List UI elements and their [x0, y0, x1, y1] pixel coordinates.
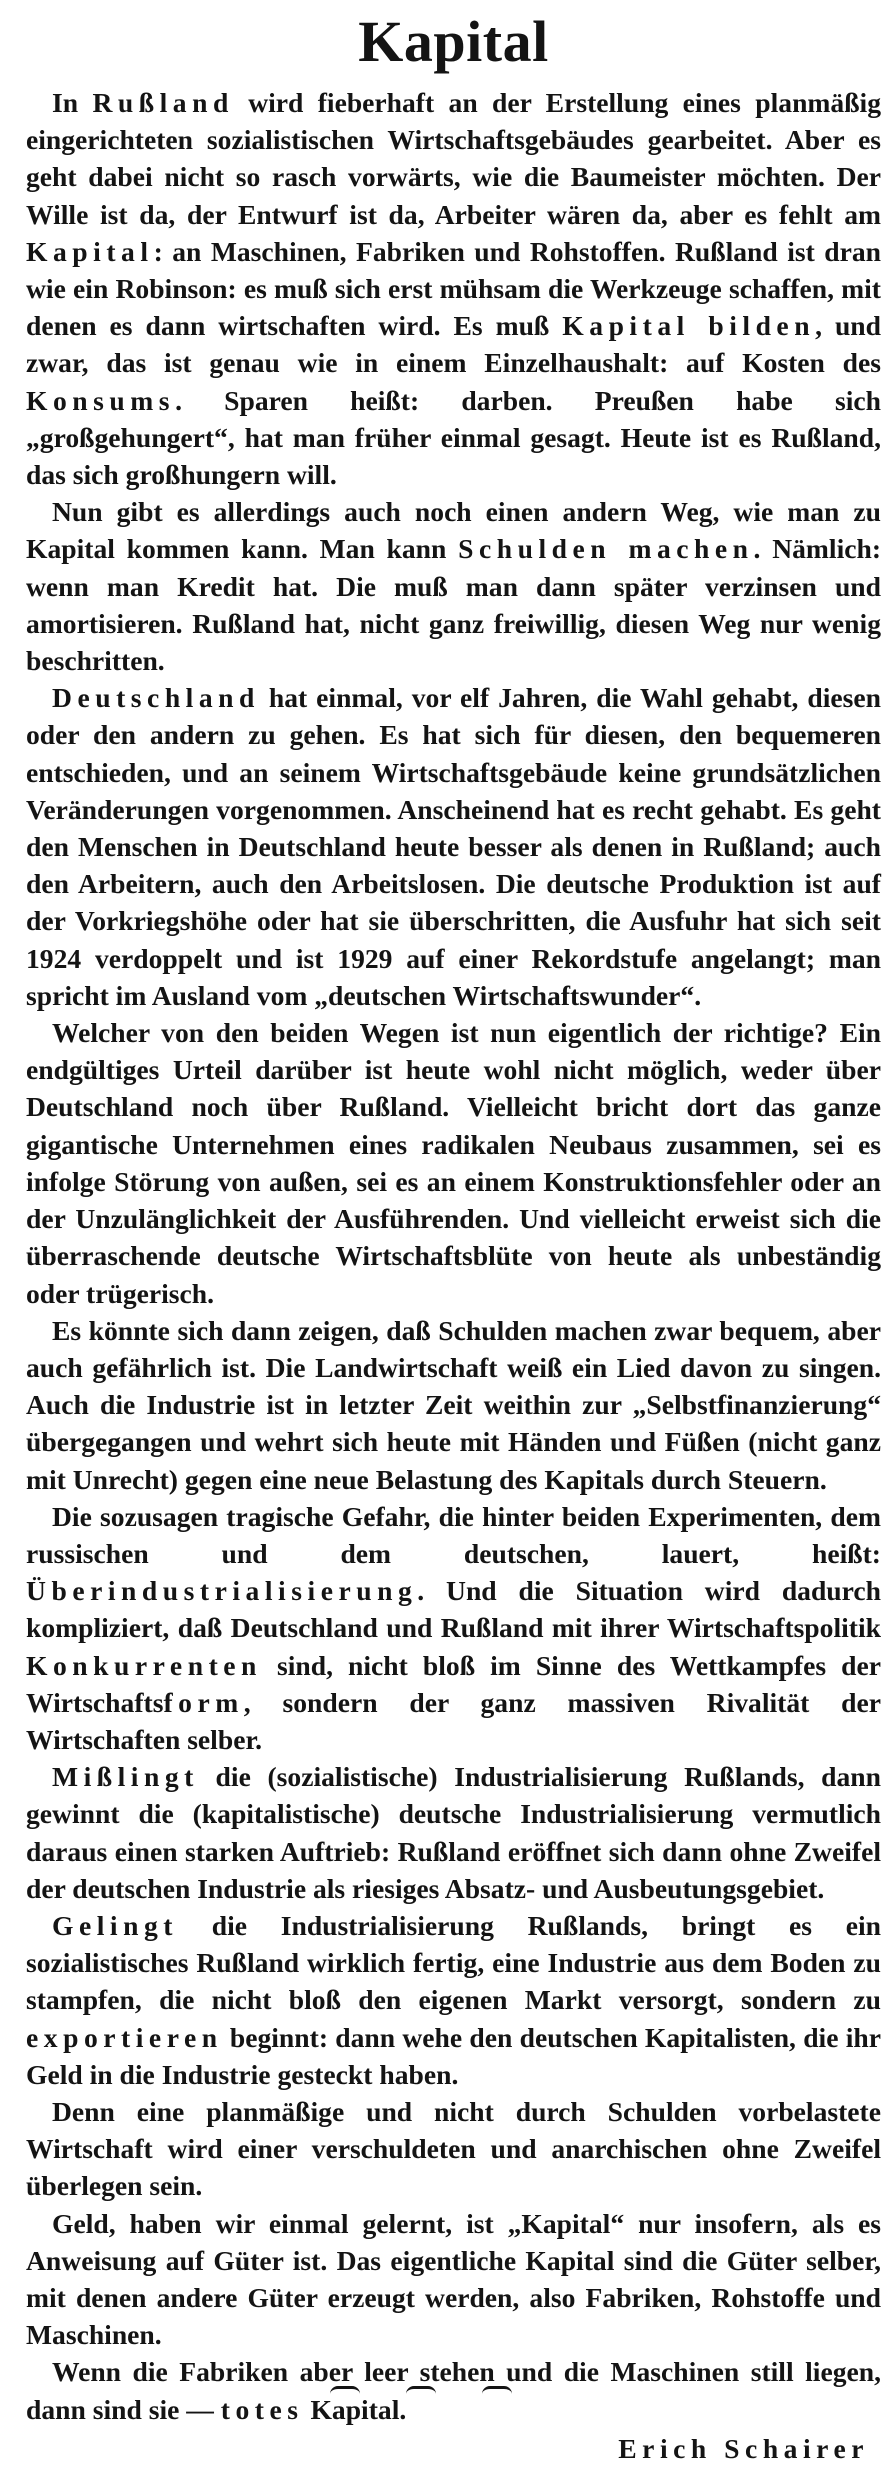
next-article-heading-fragment: [330, 2386, 590, 2400]
text-run: die (sozialistische) Industrialisierung Rußlands, dann gewinnt die (kapitalistische) deutsche Industrialisierung vermutlich daraus einen starken Auftrieb: Rußland eröffnet sich dann ohne Zweifel der deutschen Industrie als riesiges Absatz- und Ausbeutungsgebiet.: [26, 1761, 881, 1904]
text-run: Geld, haben wir einmal gelernt, ist „Kapital“ nur insofern, als es Anweisung auf Güter ist. Das eigentliche Kapital sind die Güter selber, mit denen andere Güter erzeugt werden, also Fabriken, Rohstoffe und Maschinen.: [26, 2207, 881, 2351]
text-run: Es könnte sich dann zeigen, daß Schulden machen zwar bequem, aber auch gefährlich ist. Die Landwirtschaft weiß ein Lied davon zu singen. Auch die Industrie ist in letzter Zeit weithin zur „Selbstfinanzierung“ übergegangen und wehrt sich heute mit Händen und Füßen (nicht ganz mit Unrecht) gegen eine neue Belastung des Kapitals durch Steuern.: [26, 1314, 881, 1495]
text-run: : an Maschinen, Fabriken und Rohstoffen. Rußland ist dran wie ein Robinson: es muß sich erst mühsam die Werkzeuge schaffen, mit denen es dann wirtschaften wird. Es muß: [26, 235, 881, 342]
text-run: Kapital.: [303, 2393, 407, 2425]
spaced-emphasis-text: Kapital bilden: [562, 310, 816, 342]
paragraph: [26, 2205, 881, 2354]
spaced-emphasis-text: Konsums: [26, 384, 176, 416]
spaced-emphasis-text: exportieren: [26, 2021, 223, 2053]
spaced-emphasis-text: Rußland: [92, 87, 234, 118]
spaced-emphasis-text: form: [163, 1686, 244, 1718]
text-run: , und zwar, das ist genau wie in einem Einzelhaushalt: auf Kosten des: [26, 310, 881, 379]
spaced-emphasis-text: Überindustrialisierung: [26, 1575, 418, 1607]
text-run: beginnt: dann wehe den deutschen Kapitalisten, die ihr Geld in die Industrie gesteckt haben.: [26, 2021, 881, 2090]
text-run: In: [52, 87, 93, 118]
spaced-emphasis-text: totes: [220, 2393, 304, 2425]
text-run: hat einmal, vor elf Jahren, die Wahl gehabt, diesen oder den andern zu gehen. Es hat sich für diesen, den bequemeren entschieden, und an seinem Wirtschaftsgebäude keine grundsätzlichen Veränderungen vorgenommen. Anscheinend hat es recht gehabt. Es geht den Menschen in Deutschland heute besser als denen in Rußland; auch den Arbeitern, auch den Arbeitslosen. Die deutsche Produktion ist auf der Vorkriegshöhe oder hat sie überschritten, die Ausfuhr hat sich seit 1924 verdoppelt und ist 1929 auf einer Rekordstufe angelangt; man spricht im Ausland vom „deutschen Wirtschaftswunder“.: [26, 682, 881, 1011]
paragraph: [26, 679, 881, 1014]
text-run: Denn eine planmäßige und nicht durch Schulden vorbelastete Wirtschaft wird einer verschuldeten und anarchischen ohne Zweifel überlegen sein.: [26, 2095, 881, 2202]
text-run: , sondern der ganz massiven Rivalität der Wirtschaften selber.: [26, 1686, 881, 1755]
author-signature: Erich Schairer: [618, 2432, 869, 2464]
text-run: die Industrialisierung Rußlands, bringt es ein sozialistisches Rußland wirklich fertig, eine Industrie aus dem Boden zu stampfen, die nicht bloß den eigenen Markt versorgt, sondern zu: [26, 1909, 881, 2016]
paragraph: [26, 1312, 881, 1498]
paragraph: [26, 1014, 881, 1312]
spaced-emphasis-text: Schulden machen: [458, 533, 754, 565]
text-run: . Und die Situation wird dadurch kompliziert, daß Deutschland und Rußland mit ihrer Wirtschaftspolitik: [26, 1575, 881, 1644]
paragraph: [26, 493, 881, 679]
text-run: Welcher von den beiden Wegen ist nun eigentlich der richtige? Ein endgültiges Urteil darüber ist heute wohl nicht möglich, weder über Deutschland noch über Rußland. Vielleicht bricht dort das ganze gigantische Unternehmen eines radikalen Neubaus zusammen, sei es infolge Störung von außen, sei es an einem Konstruktionsfehler oder an der Unzulänglichkeit der Ausführenden. Und vielleicht erweist sich die überraschende deutsche Wirtschaftsblüte von heute als unbeständig oder trügerisch.: [26, 1017, 881, 1309]
text-run: . Sparen heißt: darben. Preußen habe sich „großgehungert“, hat man früher einmal gesagt. Heute ist es Rußland, das sich großhungern will.: [26, 384, 881, 491]
paragraph: [26, 2093, 881, 2205]
text-run: Wenn die Fabriken aber leer stehen und die Maschinen still liegen, dann sind sie —: [26, 2356, 881, 2425]
spaced-emphasis-text: Mißlingt: [52, 1761, 199, 1793]
spaced-emphasis-text: Gelingt: [52, 1909, 179, 1941]
article: [26, 0, 882, 2464]
article-body: [26, 84, 881, 2428]
spaced-emphasis-text: Konkurrenten: [26, 1649, 262, 1681]
paragraph: [26, 1907, 881, 2093]
text-run: Nun gibt es allerdings auch noch einen andern Weg, wie man zu Kapital kommen kann. Man kann: [26, 496, 881, 565]
text-run: wird fieberhaft an der Erstellung eines planmäßig eingerichteten sozialistischen Wirtschaftsgebäudes gearbeitet. Aber es geht dabei nicht so rasch vorwärts, wie die Baumeister möchten. Der Wille ist da, der Entwurf ist da, Arbeiter wären da, aber es fehlt am: [26, 87, 882, 230]
paragraph: [26, 84, 881, 493]
paragraph: [26, 1758, 881, 1907]
article-title: Kapital: [358, 9, 549, 74]
paragraph: [26, 1498, 881, 1758]
spaced-emphasis-text: Kapital: [26, 235, 154, 267]
text-run: . Nämlich: wenn man Kredit hat. Die muß man dann später verzinsen und amortisieren. Rußland hat, nicht ganz freiwillig, diesen Weg nur wenig beschritten.: [26, 533, 882, 677]
text-run: Die sozusagen tragische Gefahr, die hinter beiden Experimenten, dem russischen und dem deutschen, lauert, heißt:: [26, 1500, 881, 1569]
text-run: sind, nicht bloß im Sinne des Wettkampfes der Wirtschafts: [26, 1649, 881, 1718]
spaced-emphasis-text: Deutschland: [52, 682, 260, 714]
